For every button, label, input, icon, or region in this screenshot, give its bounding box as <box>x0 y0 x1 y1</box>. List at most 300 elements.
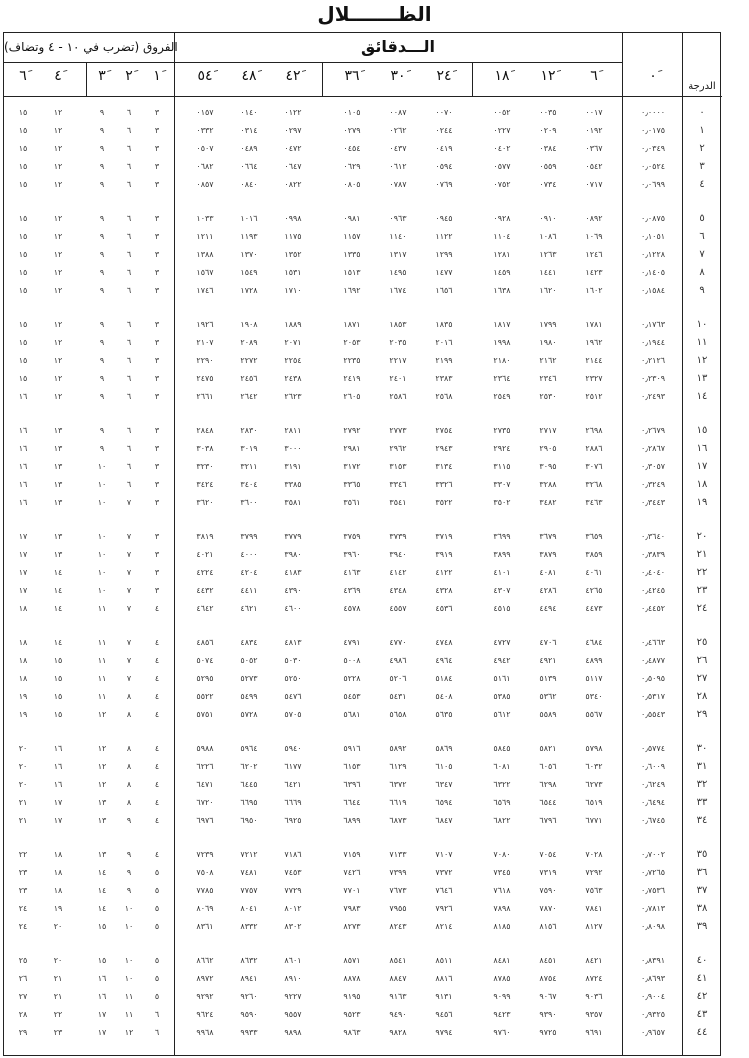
difference-cell: ٩ <box>126 886 132 895</box>
base-value-cell: ٠٫٦٤٩٤ <box>640 798 666 807</box>
minute-value-cell: ٧٥٩٠ <box>539 886 557 895</box>
base-value-cell: ٠٫٨٦٩٣ <box>640 974 666 983</box>
minute-value-cell: ٢٤٥٦ <box>240 374 258 383</box>
minute-value-cell: ٧٩٥٥ <box>389 904 407 913</box>
difference-cell: ٦ <box>126 338 132 347</box>
minute-value-cell: ٧٣٩٩ <box>389 868 407 877</box>
minute-value-cell: ١٠٨٦ <box>539 232 557 241</box>
difference-cell: ١٧ <box>18 568 28 577</box>
difference-cell: ١٠ <box>97 568 107 577</box>
difference-cell: ١٤ <box>53 586 63 595</box>
difference-cell: ١٢ <box>53 126 63 135</box>
minute-value-cell: ٢٦٩٨ <box>585 426 603 435</box>
table-row <box>4 741 722 756</box>
table-row <box>4 547 722 562</box>
base-value-cell: ٠٫٢٨٦٧ <box>640 444 666 453</box>
minute-value-cell: ٦٦٦٩ <box>284 798 302 807</box>
difference-cell: ٦ <box>154 1028 160 1037</box>
difference-cell: ٣ <box>154 250 160 259</box>
minute-value-cell: ٢٠٥٣ <box>343 338 361 347</box>
minute-value-cell: ٣٥٤١ <box>389 498 407 507</box>
difference-cell: ٣ <box>154 444 160 453</box>
minute-value-cell: ٩٧٢٥ <box>539 1028 557 1037</box>
base-value-cell: ٠٫٨٣٩١ <box>640 956 666 965</box>
minute-value-cell: ٣٤٠٤ <box>240 480 258 489</box>
minute-value-cell: ٠٥٠٧ <box>196 144 214 153</box>
difference-cell: ١٥ <box>18 338 28 347</box>
minute-value-cell: ٩٢٩٢ <box>196 992 214 1001</box>
minute-value-cell: ١١٥٧ <box>343 232 361 241</box>
table-body <box>4 97 722 1055</box>
minute-value-cell: ٦٤٧١ <box>196 780 214 789</box>
minute-value-cell: ٦٠٣٢ <box>585 762 603 771</box>
minute-value-cell: ٣٧٣٩ <box>389 532 407 541</box>
difference-cell: ١٣ <box>97 798 107 807</box>
degree-cell: ١٧ <box>696 461 708 472</box>
difference-cell: ١١ <box>97 604 107 613</box>
difference-cell: ١٦ <box>18 462 28 471</box>
difference-cell: ١٣ <box>53 444 63 453</box>
table-row <box>4 653 722 668</box>
base-value-cell: ٠٫٠٨٧٥ <box>640 214 666 223</box>
minute-value-cell: ٢٤٧٥ <box>196 374 214 383</box>
minute-value-cell: ٥٠٠٨ <box>343 656 361 665</box>
difference-cell: ٧ <box>126 568 132 577</box>
minute-value-cell: ٢٤٣٨ <box>284 374 302 383</box>
minute-value-cell: ٨٧٢٤ <box>585 974 603 983</box>
minute-value-cell: ٠٩٦٣ <box>389 214 407 223</box>
minute-value-cell: ٠٠٨٧ <box>389 108 407 117</box>
difference-cell: ١٦ <box>18 444 28 453</box>
difference-cell: ١٧ <box>53 816 63 825</box>
minute-value-cell: ٤٣٩٠ <box>284 586 302 595</box>
row-group <box>4 211 722 296</box>
difference-cell: ٩ <box>99 356 105 365</box>
minute-value-cell: ٤٩٢١ <box>539 656 557 665</box>
degree-cell: ١٩ <box>696 497 708 508</box>
degree-cell: ٣٦ <box>696 867 708 878</box>
minute-col-header: ٣٦َ <box>344 68 360 84</box>
minute-value-cell: ٥٢٩٥ <box>196 674 214 683</box>
difference-cell: ٣ <box>154 214 160 223</box>
difference-cell: ١٥ <box>53 710 63 719</box>
minute-value-cell: ٨٥١١ <box>435 956 453 965</box>
minute-value-cell: ٥٨٢١ <box>539 744 557 753</box>
degree-cell: ٦ <box>699 231 705 242</box>
base-value-cell: ٠٫٧٢٦٥ <box>640 868 666 877</box>
table-row <box>4 919 722 934</box>
difference-cell: ٩ <box>99 392 105 401</box>
difference-cell: ١١ <box>97 656 107 665</box>
minute-value-cell: ١٣٨٨ <box>196 250 214 259</box>
difference-cell: ١٥ <box>18 162 28 171</box>
minute-value-cell: ٢٢٩٠ <box>196 356 214 365</box>
difference-cell: ٣ <box>154 232 160 241</box>
minute-value-cell: ٧٨٤١ <box>585 904 603 913</box>
minute-value-cell: ١١٠٤ <box>493 232 511 241</box>
table-row <box>4 141 722 156</box>
page-title: الظـــــــلال <box>317 2 432 26</box>
base-value-cell: ٠٫١٤٠٥ <box>640 268 666 277</box>
minute-value-cell: ٩٥٢٣ <box>343 1010 361 1019</box>
difference-cell: ١٥ <box>18 250 28 259</box>
minute-value-cell: ٢٦٦١ <box>196 392 214 401</box>
minute-value-cell: ٣٠٣٨ <box>196 444 214 453</box>
minute-value-cell: ١٢٦٣ <box>539 250 557 259</box>
minute-value-cell: ٤٤١١ <box>240 586 258 595</box>
minute-value-cell: ٣٢١١ <box>240 462 258 471</box>
minute-value-cell: ٣٥٢٢ <box>435 498 453 507</box>
degree-cell: ٣٣ <box>696 797 708 808</box>
difference-cell: ٣ <box>154 462 160 471</box>
minute-value-cell: ٠٧٣٤ <box>539 180 557 189</box>
minute-value-cell: ٣٧١٩ <box>435 532 453 541</box>
minute-value-cell: ٤١٦٣ <box>343 568 361 577</box>
minute-value-cell: ٠٦٤٧ <box>284 162 302 171</box>
minute-value-cell: ٠١٥٧ <box>196 108 214 117</box>
minute-value-cell: ٦٥٩٤ <box>435 798 453 807</box>
difference-cell: ١٣ <box>97 850 107 859</box>
difference-cell: ١٥ <box>18 214 28 223</box>
difference-cell: ١٠ <box>124 956 134 965</box>
difference-cell: ١٤ <box>97 868 107 877</box>
minute-value-cell: ٧٧٢٩ <box>284 886 302 895</box>
table-row <box>4 565 722 580</box>
minute-value-cell: ٥٠٥٢ <box>240 656 258 665</box>
minute-value-cell: ٨٥٤١ <box>389 956 407 965</box>
minute-value-cell: ٠٤١٩ <box>435 144 453 153</box>
minute-value-cell: ٧٤٨١ <box>240 868 258 877</box>
minute-value-cell: ١٠١٦ <box>240 214 258 223</box>
difference-cell: ١٧ <box>53 798 63 807</box>
degree-cell: ٢ <box>699 143 705 154</box>
difference-cell: ٩ <box>99 444 105 453</box>
minute-value-cell: ٣٠٠٠ <box>284 444 302 453</box>
minute-value-cell: ٦٥٦٩ <box>493 798 511 807</box>
minute-value-cell: ٩١٣١ <box>435 992 453 1001</box>
minute-value-cell: ١٦٢٠ <box>539 286 557 295</box>
minute-col-header: ٢٤َ <box>436 68 452 84</box>
minute-value-cell: ٨٣٣٢ <box>240 922 258 931</box>
minute-value-cell: ٥٤٠٨ <box>435 692 453 701</box>
difference-cell: ١٨ <box>53 868 63 877</box>
minute-value-cell: ٠٤٠٢ <box>493 144 511 153</box>
minute-col-header: ١٨َ <box>494 68 510 84</box>
minute-value-cell: ٥٩٨٨ <box>196 744 214 753</box>
minute-value-cell: ٨٨٤٧ <box>389 974 407 983</box>
difference-cell: ١٥ <box>18 180 28 189</box>
minute-value-cell: ٥٣٨٥ <box>493 692 511 701</box>
difference-cell: ٤ <box>154 798 160 807</box>
difference-cell: ٣ <box>154 498 160 507</box>
minute-value-cell: ١٨٧١ <box>343 320 361 329</box>
difference-cell: ٢٣ <box>18 868 28 877</box>
minute-value-cell: ٤٠٠٠ <box>240 550 258 559</box>
diff-col-header: ٦َ <box>19 68 27 84</box>
minute-value-cell: ٢٧٥٤ <box>435 426 453 435</box>
minute-value-cell: ٩٢٦٠ <box>240 992 258 1001</box>
minute-value-cell: ١٠٣٣ <box>196 214 214 223</box>
difference-cell: ١٥ <box>18 126 28 135</box>
table-row <box>4 159 722 174</box>
difference-cell: ١٨ <box>53 850 63 859</box>
difference-cell: ١٥ <box>18 232 28 241</box>
minute-value-cell: ٠٧١٧ <box>585 180 603 189</box>
minute-value-cell: ٢٧٣٥ <box>493 426 511 435</box>
minute-value-cell: ٤٦٨٤ <box>585 638 603 647</box>
minute-value-cell: ٢٤٠١ <box>389 374 407 383</box>
minute-value-cell: ٢٥٦٨ <box>435 392 453 401</box>
minute-value-cell: ٢٣٤٦ <box>539 374 557 383</box>
degree-cell: ١٠ <box>696 319 708 330</box>
minute-value-cell: ٢٠٨٩ <box>240 338 258 347</box>
minute-value-cell: ٣٦٧٩ <box>539 532 557 541</box>
minute-value-cell: ٠٣٨٤ <box>539 144 557 153</box>
minute-value-cell: ١٩٦٢ <box>585 338 603 347</box>
minute-value-cell: ٠٤٧٢ <box>284 144 302 153</box>
difference-cell: ٨ <box>126 762 132 771</box>
difference-cell: ١٣ <box>53 532 63 541</box>
minute-value-cell: ٠٧٨٧ <box>389 180 407 189</box>
degree-cell: ١٢ <box>696 355 708 366</box>
minute-value-cell: ٠١٩٢ <box>585 126 603 135</box>
table-row <box>4 953 722 968</box>
degree-cell: ٣٢ <box>696 779 708 790</box>
base-value-cell: ٠٫٨٠٩٨ <box>640 922 666 931</box>
difference-cell: ٥ <box>154 974 160 983</box>
difference-cell: ١٠ <box>124 904 134 913</box>
minute-value-cell: ٠٢٠٩ <box>539 126 557 135</box>
minute-value-cell: ٢٣٦٤ <box>493 374 511 383</box>
minute-value-cell: ٢١٩٩ <box>435 356 453 365</box>
minute-value-cell: ٧٦١٨ <box>493 886 511 895</box>
minute-value-cell: ٣١٣٤ <box>435 462 453 471</box>
base-value-cell: ٠٫٠٠٠٠ <box>640 108 666 117</box>
minute-value-cell: ٠٨٠٥ <box>343 180 361 189</box>
table-row <box>4 759 722 774</box>
minute-value-cell: ٦٦١٩ <box>389 798 407 807</box>
minute-value-cell: ١٧١٠ <box>284 286 302 295</box>
minute-value-cell: ٦٧٧١ <box>585 816 603 825</box>
minute-col-header: ٠َ <box>649 68 657 84</box>
minute-value-cell: ٨٤٨١ <box>493 956 511 965</box>
minute-value-cell: ٤٥٣٦ <box>435 604 453 613</box>
row-group <box>4 953 722 1038</box>
minute-value-cell: ٣٢٣٠ <box>196 462 214 471</box>
minute-value-cell: ٣٨٧٩ <box>539 550 557 559</box>
minute-value-cell: ١٧٩٩ <box>539 320 557 329</box>
minute-value-cell: ٠٠٥٢ <box>493 108 511 117</box>
difference-cell: ٧ <box>126 674 132 683</box>
minute-value-cell: ٢٩٦٢ <box>389 444 407 453</box>
minute-value-cell: ٥٤٩٩ <box>240 692 258 701</box>
degree-cell: ٣٨ <box>696 903 708 914</box>
minute-value-cell: ٠٠١٧ <box>585 108 603 117</box>
minute-value-cell: ٢٢٥٤ <box>284 356 302 365</box>
difference-cell: ١٢ <box>97 744 107 753</box>
minute-value-cell: ٥٨٦٩ <box>435 744 453 753</box>
difference-cell: ٢٤ <box>18 922 28 931</box>
minute-value-cell: ٦١٧٧ <box>284 762 302 771</box>
degree-cell: ١ <box>699 125 705 136</box>
minute-value-cell: ٠١٢٢ <box>284 108 302 117</box>
difference-cell: ٩ <box>99 108 105 117</box>
difference-cell: ١٦ <box>18 392 28 401</box>
table-row <box>4 707 722 722</box>
minute-value-cell: ٣٥٠٢ <box>493 498 511 507</box>
difference-cell: ١٨ <box>18 638 28 647</box>
tangent-table <box>3 32 721 1056</box>
minute-value-cell: ٣٣٢٦ <box>435 480 453 489</box>
minute-value-cell: ٢٥٣٠ <box>539 392 557 401</box>
minute-value-cell: ٢٥٤٩ <box>493 392 511 401</box>
table-row <box>4 795 722 810</box>
difference-cell: ٩ <box>99 250 105 259</box>
base-value-cell: ٠٫١٠٥١ <box>640 232 666 241</box>
difference-cell: ١٦ <box>53 762 63 771</box>
minute-value-cell: ٥١١٧ <box>585 674 603 683</box>
difference-cell: ١٥ <box>18 320 28 329</box>
table-row <box>4 371 722 386</box>
difference-cell: ١٢ <box>53 374 63 383</box>
difference-cell: ٢١ <box>53 974 63 983</box>
difference-cell: ٥ <box>154 992 160 1001</box>
minute-value-cell: ٣٠٧٦ <box>585 462 603 471</box>
minute-value-cell: ٣٠٩٥ <box>539 462 557 471</box>
difference-cell: ١٧ <box>97 1028 107 1037</box>
difference-cell: ٤ <box>154 638 160 647</box>
minute-value-cell: ٧٧٨٥ <box>196 886 214 895</box>
difference-cell: ٣ <box>154 126 160 135</box>
minute-value-cell: ١٧٢٨ <box>240 286 258 295</box>
diff-col-header: ٣َ <box>98 68 106 84</box>
minute-col-header: ١٢َ <box>540 68 556 84</box>
minute-value-cell: ٩٠٩٩ <box>493 992 511 1001</box>
minute-col-header: ٦َ <box>590 68 598 84</box>
minute-value-cell: ٢٦٠٥ <box>343 392 361 401</box>
difference-cell: ١٤ <box>53 638 63 647</box>
minute-value-cell: ٠١٠٥ <box>343 108 361 117</box>
difference-cell: ١٧ <box>18 550 28 559</box>
difference-cell: ١٢ <box>124 1028 134 1037</box>
difference-cell: ٩ <box>99 162 105 171</box>
degree-cell: ١٤ <box>696 391 708 402</box>
table-row <box>4 971 722 986</box>
difference-cell: ٣ <box>154 392 160 401</box>
difference-cell: ٦ <box>126 162 132 171</box>
minute-value-cell: ٨٨٧٨ <box>343 974 361 983</box>
minute-value-cell: ٩٩٦٨ <box>196 1028 214 1037</box>
diff-col-header: ٢َ <box>125 68 133 84</box>
degree-cell: ١٨ <box>696 479 708 490</box>
minute-value-cell: ١٩٩٨ <box>493 338 511 347</box>
difference-cell: ٤ <box>154 692 160 701</box>
minute-value-cell: ٠٨٩٢ <box>585 214 603 223</box>
difference-cell: ٢٢ <box>18 850 28 859</box>
difference-cell: ٢٠ <box>53 922 63 931</box>
base-value-cell: ٠٫٩٣٢٥ <box>640 1010 666 1019</box>
minute-value-cell: ٤٥٥٧ <box>389 604 407 613</box>
table-row <box>4 777 722 792</box>
minute-value-cell: ٩٢٢٧ <box>284 992 302 1001</box>
minute-value-cell: ٢٦٢٣ <box>284 392 302 401</box>
minute-value-cell: ٦٦٤٤ <box>343 798 361 807</box>
minute-value-cell: ٠٦١٢ <box>389 162 407 171</box>
difference-cell: ١٢ <box>53 320 63 329</box>
difference-cell: ٩ <box>126 868 132 877</box>
minute-value-cell: ٩١٦٣ <box>389 992 407 1001</box>
difference-cell: ٨ <box>126 710 132 719</box>
minute-value-cell: ١٤٩٥ <box>389 268 407 277</box>
minute-value-cell: ٩٠٣٦ <box>585 992 603 1001</box>
minute-value-cell: ٢٧٧٣ <box>389 426 407 435</box>
base-value-cell: ٠٫٥٧٧٤ <box>640 744 666 753</box>
minute-value-cell: ٤٧٤٨ <box>435 638 453 647</box>
difference-cell: ١٦ <box>18 426 28 435</box>
difference-cell: ١٣ <box>53 498 63 507</box>
minute-value-cell: ٩٥٩٠ <box>240 1010 258 1019</box>
difference-cell: ١٠ <box>97 480 107 489</box>
minute-value-cell: ٧١٥٩ <box>343 850 361 859</box>
difference-cell: ٩ <box>99 320 105 329</box>
minute-value-cell: ٩٦٢٤ <box>196 1010 214 1019</box>
difference-cell: ٩ <box>99 374 105 383</box>
difference-cell: ٢١ <box>18 798 28 807</box>
difference-cell: ٤ <box>154 710 160 719</box>
degree-cell: ٧ <box>699 249 705 260</box>
difference-cell: ١٦ <box>18 480 28 489</box>
minute-value-cell: ٤٧٢٧ <box>493 638 511 647</box>
minute-value-cell: ٦١٥٣ <box>343 762 361 771</box>
minute-value-cell: ٠٣١٤ <box>240 126 258 135</box>
minute-value-cell: ١٦٣٨ <box>493 286 511 295</box>
minute-value-cell: ٩٨٦٣ <box>343 1028 361 1037</box>
table-row <box>4 477 722 492</box>
difference-cell: ٣ <box>154 586 160 595</box>
minute-value-cell: ٥٣٦٢ <box>539 692 557 701</box>
difference-cell: ٢١ <box>53 992 63 1001</box>
difference-cell: ٧ <box>126 586 132 595</box>
difference-cell: ٢٢ <box>53 1010 63 1019</box>
minute-value-cell: ٨٠٤١ <box>240 904 258 913</box>
minute-value-cell: ١٧٨١ <box>585 320 603 329</box>
base-value-cell: ٠٫١٥٨٤ <box>640 286 666 295</box>
difference-cell: ٣ <box>154 108 160 117</box>
table-row <box>4 495 722 510</box>
minute-value-cell: ٩٧٦٠ <box>493 1028 511 1037</box>
minute-value-cell: ٧٨٩٨ <box>493 904 511 913</box>
minute-value-cell: ٦٤٤٥ <box>240 780 258 789</box>
minute-value-cell: ٩٤٩٠ <box>389 1010 407 1019</box>
table-row <box>4 229 722 244</box>
table-row <box>4 847 722 862</box>
minute-value-cell: ١٥٤٩ <box>240 268 258 277</box>
minute-value-cell: ٥٨٤٥ <box>493 744 511 753</box>
difference-cell: ١٤ <box>97 904 107 913</box>
difference-cell: ٣ <box>154 568 160 577</box>
table-row <box>4 247 722 262</box>
table-row <box>4 353 722 368</box>
minute-value-cell: ٥١٨٤ <box>435 674 453 683</box>
difference-cell: ٨ <box>126 692 132 701</box>
minute-value-cell: ١٩٢٦ <box>196 320 214 329</box>
table-row <box>4 989 722 1004</box>
minute-value-cell: ٧٨٧٠ <box>539 904 557 913</box>
minute-value-cell: ٢٠١٦ <box>435 338 453 347</box>
difference-cell: ١٢ <box>53 162 63 171</box>
minute-value-cell: ٥٢٥٠ <box>284 674 302 683</box>
base-value-cell: ٠٫٥٣١٧ <box>640 692 666 701</box>
